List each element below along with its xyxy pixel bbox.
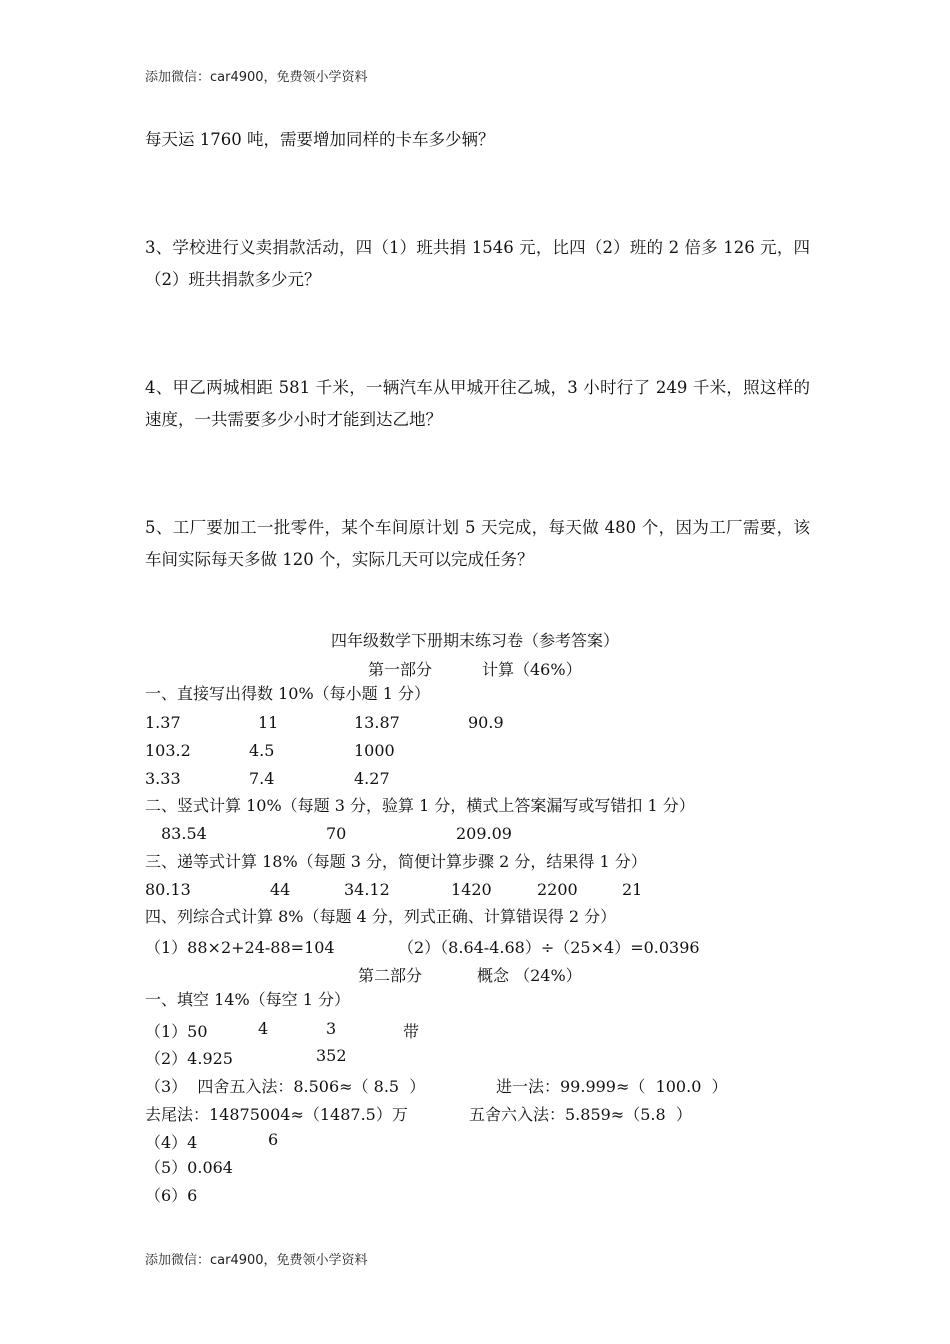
header-note: 添加微信：car4900，免费领小学资料 [145,70,368,85]
value: 83.54 [161,824,207,843]
problem-4: 4、甲乙两城相距 581 千米，一辆汽车从甲城开往乙城，3 小时行了 249 千米，照这样的速度，一共需要多少小时才能到达乙地？ [145,378,810,429]
value: 2200 [537,880,578,899]
problem-3: 3、学校进行义卖捐款活动，四（1）班共捐 1546 元，比四（2）班的 2 倍多 126 元，四（2）班共捐款多少元？ [145,238,810,289]
answer-1: （1）88×2+24-88=104 [145,938,335,957]
part2-topic: 概念 （24%） [477,966,582,985]
value: 7.4 [249,769,275,788]
value: 带 [403,1022,420,1041]
value: 4.27 [354,769,390,788]
fill-heading: 一、填空 14%（每空 1 分） [145,990,351,1009]
sec1-heading: 一、直接写出得数 10%（每小题 1 分） [145,684,431,703]
value: 6 [268,1130,279,1149]
value: （2）4.925 [145,1049,233,1068]
value: 4.5 [249,741,275,760]
value: （1）50 [145,1022,208,1041]
value: 去尾法：14875004≈（1487.5）万 [145,1105,408,1124]
fill-row-6: （5）0.064 [145,1158,233,1177]
value: 五舍六入法：5.859≈（5.8 ） [469,1105,692,1124]
part1-topic: 计算（46%） [482,660,582,679]
problem-5: 5、工厂要加工一批零件，某个车间原计划 5 天完成，每天做 480 个，因为工厂需要，该车间实际每天多做 120 个，实际几天可以完成任务？ [145,518,810,569]
value: 44 [270,880,291,899]
part2-name: 第二部分 [358,966,423,985]
fill-row-7: （6）6 [145,1186,198,1205]
sec4-heading: 四、列综合式计算 8%（每题 4 分，列式正确、计算错误得 2 分） [145,907,617,926]
value: 1.37 [145,713,181,732]
value: 103.2 [145,741,191,760]
value: 352 [316,1046,347,1065]
value: 209.09 [456,824,512,843]
value: 11 [258,713,279,732]
value: 80.13 [145,880,191,899]
part1-heading [0,657,950,677]
part2-heading [0,963,950,983]
value: （4）4 [145,1133,198,1152]
value: 34.12 [344,880,390,899]
sec3-heading: 三、递等式计算 18%（每题 3 分，简便计算步骤 2 分，结果得 1 分） [145,852,647,871]
value: 21 [622,880,643,899]
value: 进一法：99.999≈（ 100.0 ） [496,1077,728,1096]
value: 70 [326,824,347,843]
answer-title: 四年级数学下册期末练习卷（参考答案） [330,631,619,650]
value: 90.9 [468,713,504,732]
answer-2: （2）（8.64-4.68）÷（25×4）=0.0396 [398,938,700,957]
value: 13.87 [354,713,400,732]
sec2-heading: 二、竖式计算 10%（每题 3 分，验算 1 分，横式上答案漏写或写错扣 1 分） [145,796,695,815]
footer-note: 添加微信：car4900，免费领小学资料 [145,1253,368,1268]
value: 1420 [451,880,492,899]
value: 4 [258,1019,269,1038]
value: （3） 四舍五入法：8.506≈（ 8.5 ） [145,1077,426,1096]
part1-name: 第一部分 [368,660,433,679]
problem-2-tail: 每天运 1760 吨，需要增加同样的卡车多少辆？ [145,130,495,149]
value: 1000 [354,741,395,760]
value: 3 [326,1019,337,1038]
value: 3.33 [145,769,181,788]
